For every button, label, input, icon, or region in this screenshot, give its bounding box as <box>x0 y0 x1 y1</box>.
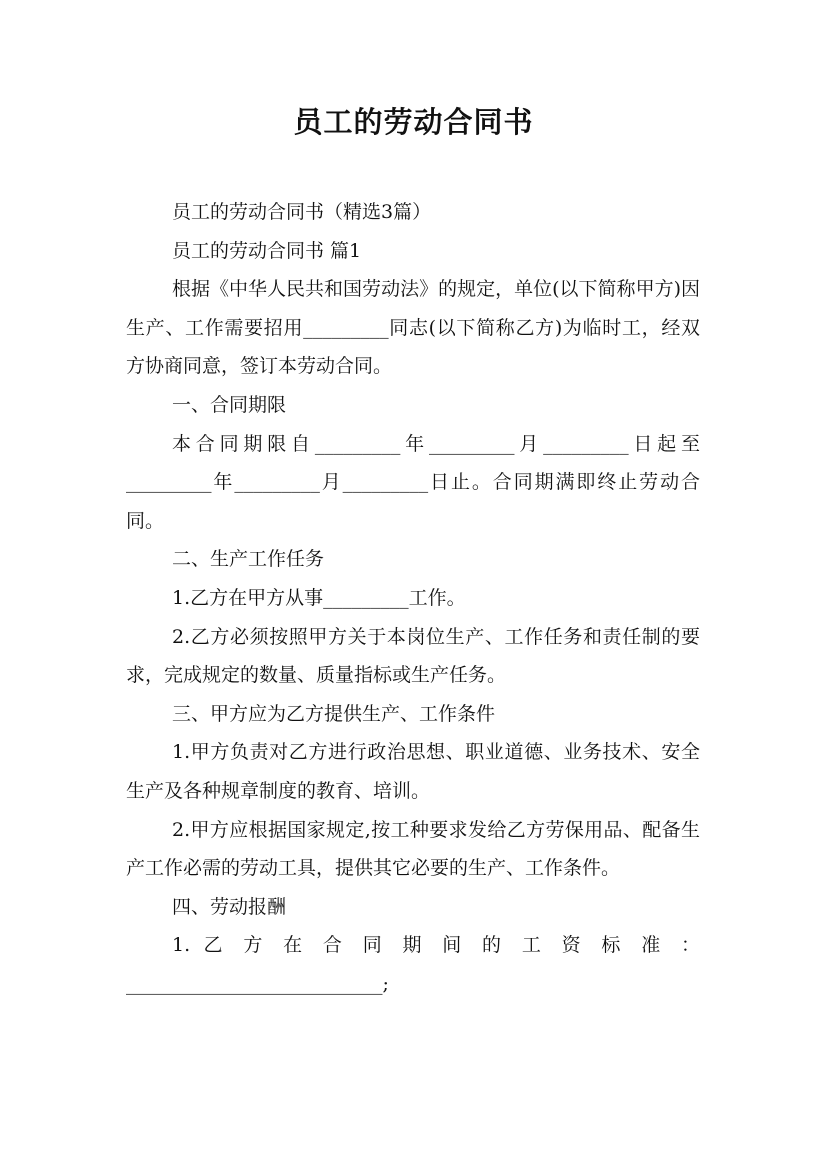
document-body <box>126 193 700 1003</box>
document-title: 员工的劳动合同书 <box>293 105 534 139</box>
paragraph-wage-blank: ___________________________; <box>126 972 389 995</box>
paragraph-contract-term: 本合同期限自_________年_________月_________日起至_________年_________月_________日止。合同期满即终止劳动合同。 <box>126 432 700 532</box>
paragraph-condition-2: 2.甲方应根据国家规定,按工种要求发给乙方劳保用品、配备生产工作必需的劳动工具，提供其它必要的生产、工作条件。 <box>126 818 700 880</box>
paragraph-wage-standard: 1. 乙 方 在 合 同 期 间 的 工 资 标 准 ： <box>172 934 700 957</box>
paragraph-subtitle: 员工的劳动合同书（精选3篇） <box>172 201 432 223</box>
paragraph-task-2: 2.乙方必须按照甲方关于本岗位生产、工作任务和责任制的要求，完成规定的数量、质量指标或生产任务。 <box>126 625 700 687</box>
section-heading-work-tasks: 二、生产工作任务 <box>172 548 325 571</box>
section-heading-contract-term: 一、合同期限 <box>172 393 287 416</box>
paragraph-condition-1: 1.甲方负责对乙方进行政治思想、职业道德、业务技术、安全生产及各种规章制度的教育、培训。 <box>126 741 700 802</box>
paragraph-article-heading: 员工的劳动合同书 篇1 <box>172 239 362 262</box>
paragraph-intro: 根据《中华人民共和国劳动法》的规定，单位(以下简称甲方)因生产、工作需要招用_________同志(以下简称乙方)为临时工，经双方协商同意，签订本劳动合同。 <box>126 278 700 378</box>
section-heading-work-conditions: 三、甲方应为乙方提供生产、工作条件 <box>172 702 496 725</box>
paragraph-task-1: 1.乙方在甲方从事_________工作。 <box>172 586 466 609</box>
section-heading-remuneration: 四、劳动报酬 <box>172 895 287 918</box>
